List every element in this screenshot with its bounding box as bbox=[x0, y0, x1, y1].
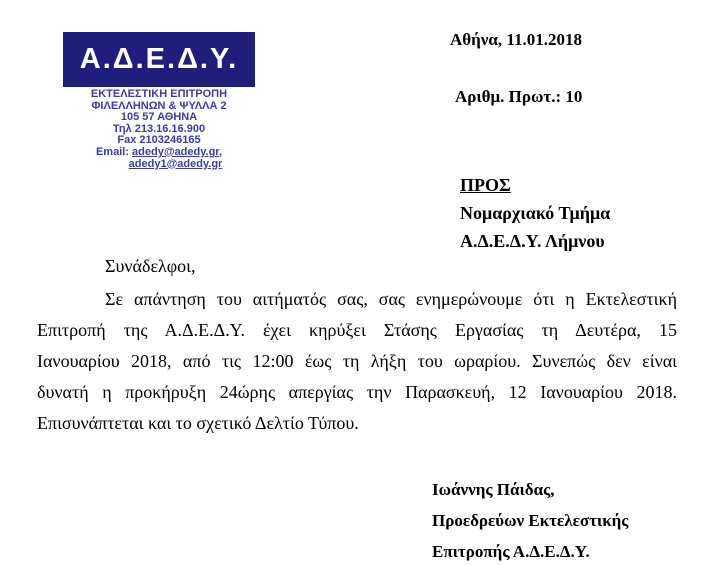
signer-name: Ιωάννης Πάιδας, bbox=[432, 480, 555, 499]
org-name: ΕΚΤΕΛΕΣΤΙΚΗ ΕΠΙΤΡΟΠΗ bbox=[90, 88, 228, 100]
letterhead-contact-block bbox=[63, 89, 255, 170]
protocol-number-line: Αριθμ. Πρωτ.: 10 bbox=[455, 87, 583, 106]
signer-title-line-2: Επιτροπής Α.Δ.Ε.Δ.Υ. bbox=[432, 542, 590, 561]
org-address-city: 105 57 ΑΘΗΝΑ bbox=[120, 111, 198, 124]
body-line: Σε απάντηση του αιτήματός σας, σας ενημερώνουμε ότι η Εκτελεστική bbox=[105, 289, 677, 309]
adedy-logo bbox=[63, 32, 255, 87]
org-email-line-2 bbox=[96, 159, 255, 171]
body-paragraph bbox=[37, 284, 677, 439]
email-label: Email: bbox=[95, 145, 133, 158]
signer-title-line-1: Προεδρεύων Εκτελεστικής bbox=[432, 511, 629, 530]
recipient-line-1: Νομαρχιακό Τμήμα bbox=[460, 203, 611, 223]
org-phone: Τηλ 213.16.16.900 bbox=[112, 122, 206, 135]
body-line: Επισυνάπτεται και το σχετικό Δελτίο Τύπου. bbox=[37, 413, 359, 433]
recipient-block bbox=[460, 171, 610, 255]
org-address-street: ΦΙΛΕΛΛΗΝΩΝ & ΨΥΛΛΑ 2 bbox=[91, 99, 227, 112]
body-line: Επιτροπή της Α.Δ.Ε.Δ.Υ. έχει κηρύξει Στάσης Εργασίας τη Δευτέρα, 15 bbox=[37, 320, 677, 340]
to-label: ΠΡΟΣ bbox=[460, 175, 511, 195]
date-line: Αθήνα, 11.01.2018 bbox=[450, 30, 582, 49]
recipient-line-2: Α.Δ.Ε.Δ.Υ. Λήμνου bbox=[460, 231, 605, 251]
adedy-logo-text: Α.Δ.Ε.Δ.Υ. bbox=[79, 43, 239, 75]
salutation: Συνάδελφοι, bbox=[105, 256, 196, 276]
signature-block bbox=[432, 474, 628, 565]
email-link-2[interactable]: adedy1@adedy.gr bbox=[128, 157, 223, 170]
body-line: δυνατή η προκήρυξη 24ώρης απεργίας την Παρασκευή, 12 Ιανουαρίου 2018. bbox=[37, 382, 677, 402]
org-fax: Fax 2103246165 bbox=[117, 134, 201, 147]
body-line: Ιανουαρίου 2018, από τις 12:00 έως τη λήξη του ωραρίου. Συνεπώς δεν είναι bbox=[37, 351, 677, 371]
email-link-1[interactable]: adedy@adedy.gr bbox=[132, 145, 219, 158]
email-comma: , bbox=[218, 145, 223, 158]
